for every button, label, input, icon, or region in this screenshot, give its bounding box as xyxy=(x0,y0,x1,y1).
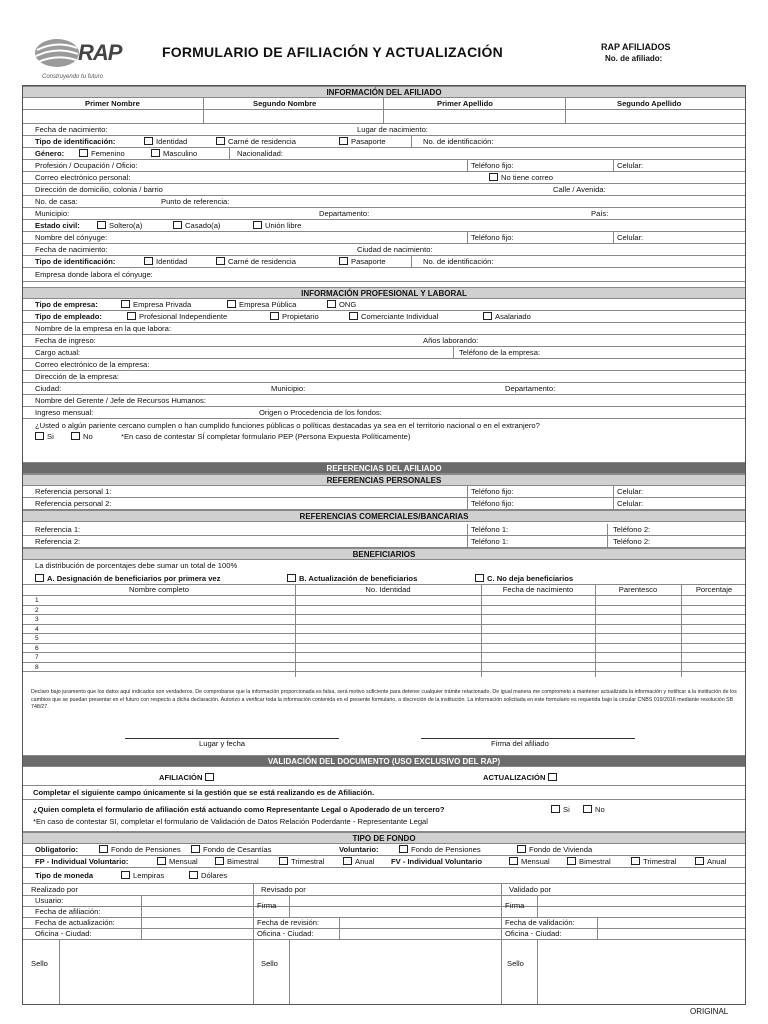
page-title: FORMULARIO DE AFILIACIÓN Y ACTUALIZACIÓN xyxy=(162,44,503,60)
checkbox[interactable] xyxy=(349,312,358,320)
benef-col-nombre: Nombre completo xyxy=(129,585,189,594)
benef-col-porcentaje: Porcentaje xyxy=(695,585,733,594)
table-row[interactable] xyxy=(23,663,745,673)
col-segundo-nombre: Segundo Nombre xyxy=(253,99,317,108)
opt-vol-pensiones[interactable]: Fondo de Pensiones xyxy=(399,844,481,856)
opt-fp-mensual[interactable]: Mensual xyxy=(157,856,198,868)
row-number: 5 xyxy=(35,635,39,642)
checkbox[interactable] xyxy=(99,845,108,853)
checkbox[interactable] xyxy=(189,871,198,879)
opt-identidad[interactable]: Identidad xyxy=(144,136,187,148)
tel-empresa-label: Teléfono de la empresa: xyxy=(459,348,541,357)
row-nombre-empresa[interactable] xyxy=(23,323,745,335)
row-number: 1 xyxy=(35,597,39,604)
row-tipo-empresa xyxy=(23,299,745,311)
checkbox[interactable] xyxy=(339,257,348,265)
firma-validado-label: Firma xyxy=(505,901,525,910)
empresa-conyuge-label: Empresa donde labora el cónyuge: xyxy=(35,270,153,279)
punto-ref-label: Punto de referencia: xyxy=(161,197,230,206)
firma-afiliado-label: Firma del afiliado xyxy=(491,739,549,748)
completar-note: Completar el siguiente campo únicamente si la gestión que se está realizando es de Afiliación. xyxy=(33,788,375,797)
table-row[interactable] xyxy=(23,606,745,616)
row-genero xyxy=(23,148,745,160)
ref2-tel1: Teléfono 1: xyxy=(471,537,509,546)
revisado-label: Revisado por xyxy=(261,885,306,894)
fecha-afiliacion-label: Fecha de afiliación: xyxy=(35,907,101,916)
opt-no-correo[interactable]: No tiene correo xyxy=(489,172,553,184)
opt-benef-c[interactable]: C. No deja beneficiarios xyxy=(475,573,573,585)
name-input-row[interactable] xyxy=(23,110,745,124)
origen-label: Origen o Procedencia de los fondos: xyxy=(259,408,382,417)
row-gerente[interactable] xyxy=(23,395,745,407)
tipo-id-conyuge-label: Tipo de identificación: xyxy=(35,257,116,266)
row-benef-options xyxy=(23,573,745,585)
original-label: ORIGINAL xyxy=(690,1007,729,1016)
opt-comerciante[interactable]: Comerciante Individual xyxy=(349,311,438,323)
opt-carne-conyuge[interactable]: Carné de residencia xyxy=(216,256,296,268)
logo-tagline: Construyendo tu futuro xyxy=(42,74,104,80)
no-id-conyuge-label: No. de identificación: xyxy=(423,257,494,266)
tel-fijo-label: Teléfono fijo: xyxy=(471,161,514,170)
opt-actualizacion[interactable]: ACTUALIZACIÓN xyxy=(483,772,560,784)
tipo-empleado-label: Tipo de empleado: xyxy=(35,312,102,321)
checkbox[interactable] xyxy=(509,857,518,865)
fecha-nac-label: Fecha de nacimiento: xyxy=(35,125,108,134)
sello-revisado-label: Sello xyxy=(261,959,278,968)
row-cargo[interactable] xyxy=(23,347,745,359)
checkbox[interactable] xyxy=(144,257,153,265)
row-number: 6 xyxy=(35,644,39,652)
conyuge-label: Nombre del cónyuge: xyxy=(35,233,108,242)
checkbox[interactable] xyxy=(121,871,130,879)
row-fecha-nac-conyuge[interactable] xyxy=(23,244,745,256)
benef-col-parentesco: Parentesco xyxy=(618,585,658,594)
ciudad-label: Ciudad: xyxy=(35,384,62,393)
correo-label: Correo electrónico personal: xyxy=(35,173,131,182)
row-ciudad[interactable] xyxy=(23,383,745,395)
opt-identidad-conyuge[interactable]: Identidad xyxy=(144,256,187,268)
checkbox[interactable] xyxy=(157,857,166,865)
checkbox[interactable] xyxy=(97,221,106,229)
checkbox[interactable] xyxy=(327,300,336,308)
ref1-tel1: Teléfono 1: xyxy=(471,525,509,534)
sello-realizado-label: Sello xyxy=(31,959,48,968)
opt-soltero[interactable]: Soltero(a) xyxy=(97,220,142,232)
checkbox[interactable] xyxy=(343,857,352,865)
celular-conyuge-label: Celular: xyxy=(617,233,644,242)
checkbox[interactable] xyxy=(475,574,484,582)
estado-civil-label: Estado civil: xyxy=(35,221,80,230)
ref1-label: Referencia 1: xyxy=(35,525,81,534)
row-moneda xyxy=(23,868,745,884)
checkbox[interactable] xyxy=(279,857,288,865)
row-number: 7 xyxy=(35,654,39,661)
row-ref-p1[interactable] xyxy=(23,486,745,498)
row-completar-note xyxy=(23,786,745,800)
checkbox[interactable] xyxy=(173,221,182,229)
checkbox[interactable] xyxy=(287,574,296,582)
row-representante xyxy=(23,800,745,832)
opt-union-libre[interactable]: Unión libre xyxy=(253,220,301,232)
opt-fv-bimestral[interactable]: Bimestral xyxy=(567,856,611,868)
section-info-laboral: INFORMACIÓN PROFESIONAL Y LABORAL xyxy=(23,287,745,299)
checkbox[interactable] xyxy=(551,805,560,813)
logo-text: RAP xyxy=(78,40,122,65)
realizado-label: Realizado por xyxy=(31,885,78,894)
table-row[interactable] xyxy=(23,625,745,635)
gerente-label: Nombre del Gerente / Jefe de Recursos Humanos: xyxy=(35,396,206,405)
checkbox[interactable] xyxy=(35,432,44,440)
row-afil-act xyxy=(23,770,745,786)
table-row[interactable] xyxy=(23,615,745,625)
checkbox[interactable] xyxy=(695,857,704,865)
row-oficinas[interactable] xyxy=(23,929,745,940)
checkbox[interactable] xyxy=(144,137,153,145)
pep-note: *En caso de contestar SÍ completar formulario PEP (Persona Expuesta Políticamente) xyxy=(121,432,411,441)
opt-benef-a[interactable]: A. Designación de beneficiarios por primera vez xyxy=(35,573,220,585)
row-ref-1[interactable] xyxy=(23,524,745,536)
no-casa-label: No. de casa: xyxy=(35,197,78,206)
row-fechas[interactable] xyxy=(23,918,745,929)
correo-empresa-label: Correo electrónico de la empresa: xyxy=(35,360,150,369)
fecha-nac-conyuge-label: Fecha de nacimiento: xyxy=(35,245,108,254)
opt-femenino[interactable]: Femenino xyxy=(79,148,125,160)
opt-rep-no[interactable]: No xyxy=(583,804,605,816)
validado-label: Validado por xyxy=(509,885,552,894)
declaration-text: Declaro bajo juramento que los datos aquí indicados son verdaderos. De comprobarse que la información proporcionada es falsa, será motivo suficiente para detener cualquier trámite relacionado. De igual manera me comprometo a mantener actualizada la información y notificar a la institución de los cambios que se puedan presentar en el futuro con respecto a dicha declaración. Autorizo a verificar toda la información contenida en el presente formulario, a discreción de la institución. La información solicitada en este formulario es requerida bajo la circular CNBS 019/2016 mediante resolución SB 748/27. xyxy=(31,689,737,710)
row-fecha-afiliacion[interactable] xyxy=(23,907,745,918)
fecha-validacion-label: Fecha de validación: xyxy=(505,918,575,927)
ref2-tel2: Teléfono 2: xyxy=(613,537,651,546)
pep-question: ¿Usted o algún pariente cercano cumplen o han cumplido funciones públicas o políticas destacadas ya sea en el territorio nacional o en el extranjero? xyxy=(35,421,540,430)
nacionalidad-label: Nacionalidad: xyxy=(237,149,284,158)
row-usuario[interactable] xyxy=(23,896,745,907)
departamento-empresa-label: Departamento: xyxy=(505,384,556,393)
checkbox[interactable] xyxy=(127,312,136,320)
row-ingreso[interactable] xyxy=(23,407,745,419)
row-profesion[interactable] xyxy=(23,160,745,172)
fecha-ingreso-label: Fecha de ingreso: xyxy=(35,336,96,345)
ref2-label: Referencia 2: xyxy=(35,537,81,546)
tel-fijo-conyuge-label: Teléfono fijo: xyxy=(471,233,514,242)
row-conyuge[interactable] xyxy=(23,232,745,244)
col-primer-apellido: Primer Apellido xyxy=(437,99,493,108)
opt-lempiras[interactable]: Lempiras xyxy=(121,870,164,882)
row-number: 8 xyxy=(35,663,39,671)
checkbox[interactable] xyxy=(227,300,236,308)
cargo-label: Cargo actual: xyxy=(35,348,81,357)
checkbox[interactable] xyxy=(253,221,262,229)
name-header-row xyxy=(23,98,745,110)
row-correo-empresa[interactable] xyxy=(23,359,745,371)
checkbox[interactable] xyxy=(517,845,526,853)
checkbox[interactable] xyxy=(567,857,576,865)
row-dir-empresa[interactable] xyxy=(23,371,745,383)
opt-fv-trimestral[interactable]: Trimestral xyxy=(631,856,676,868)
checkbox[interactable] xyxy=(339,137,348,145)
calle-label: Calle / Avenida: xyxy=(553,185,606,194)
checkbox[interactable] xyxy=(205,773,214,781)
voluntario-label: Voluntario: xyxy=(339,845,379,854)
opt-pasaporte[interactable]: Pasaporte xyxy=(339,136,386,148)
firma-revisado-label: Firma xyxy=(257,901,277,910)
nombre-empresa-label: Nombre de la empresa en la que labora: xyxy=(35,324,171,333)
checkbox[interactable] xyxy=(215,857,224,865)
table-row[interactable] xyxy=(23,596,745,606)
usuario-label: Usuario: xyxy=(35,896,64,905)
opt-empresa-publica[interactable]: Empresa Pública xyxy=(227,299,296,311)
rap-afiliados-label: RAP AFILIADOS xyxy=(601,42,671,52)
row-municipio[interactable] xyxy=(23,208,745,220)
ref-p2-label: Referencia personal 2: xyxy=(35,499,112,508)
tipo-empresa-label: Tipo de empresa: xyxy=(35,300,98,309)
opt-empresa-privada[interactable]: Empresa Privada xyxy=(121,299,191,311)
row-fecha-ingreso[interactable] xyxy=(23,335,745,347)
opt-pep-no[interactable]: No xyxy=(71,431,93,443)
ref-p1-label: Referencia personal 1: xyxy=(35,487,112,496)
ref1-tel2: Teléfono 2: xyxy=(613,525,651,534)
checkbox[interactable] xyxy=(548,773,557,781)
opt-obl-cesantias[interactable]: Fondo de Cesantías xyxy=(191,844,271,856)
opt-masculino[interactable]: Masculino xyxy=(151,148,197,160)
section-ref-comerciales: REFERENCIAS COMERCIALES/BANCARIAS xyxy=(23,510,745,522)
row-estado-civil xyxy=(23,220,745,232)
form-body xyxy=(22,85,746,1005)
fv-label: FV - Individual Voluntario xyxy=(391,857,482,866)
direccion-label: Dirección de domicilio, colonia / barrio xyxy=(35,185,163,194)
col-primer-nombre: Primer Nombre xyxy=(85,99,140,108)
pais-label: País: xyxy=(591,209,609,218)
municipio-empresa-label: Municipio: xyxy=(271,384,306,393)
benef-col-fecha: Fecha de nacimiento xyxy=(502,585,574,594)
row-benef-note xyxy=(23,560,745,572)
row-tipo-id xyxy=(23,136,745,148)
section-tipo-fondo: TIPO DE FONDO xyxy=(23,832,745,844)
opt-pep-si[interactable]: Si xyxy=(35,431,54,443)
opt-asalariado[interactable]: Asalariado xyxy=(483,311,531,323)
row-ref-p2[interactable] xyxy=(23,498,745,510)
checkbox[interactable] xyxy=(35,574,44,582)
lugar-nac-label: Lugar de nacimiento: xyxy=(357,125,428,134)
opt-dolares[interactable]: Dólares xyxy=(189,870,227,882)
opt-vol-vivienda[interactable]: Fondo de Vivienda xyxy=(517,844,592,856)
ref-p1-cel: Celular: xyxy=(617,487,644,496)
opt-propietario[interactable]: Propietario xyxy=(270,311,319,323)
opt-profesional-independiente[interactable]: Profesional Independiente xyxy=(127,311,227,323)
signoff-header-row xyxy=(23,884,745,896)
rep-question: ¿Quien completa el formulario de afiliación está actuando como Representante Legal o Apoderado de un tercero? xyxy=(33,805,445,814)
row-fp-fv xyxy=(23,856,745,868)
opt-fp-anual[interactable]: Anual xyxy=(343,856,374,868)
table-row[interactable] xyxy=(23,634,745,644)
opt-fv-anual[interactable]: Anual xyxy=(695,856,726,868)
checkbox[interactable] xyxy=(151,149,160,157)
opt-benef-b[interactable]: B. Actualización de beneficiarios xyxy=(287,573,417,585)
rap-logo xyxy=(32,36,142,80)
table-row[interactable] xyxy=(23,653,745,663)
row-obligatorio xyxy=(23,844,745,856)
checkbox[interactable] xyxy=(121,300,130,308)
opt-pasaporte-conyuge[interactable]: Pasaporte xyxy=(339,256,386,268)
opt-ong[interactable]: ONG xyxy=(327,299,356,311)
dir-empresa-label: Dirección de la empresa: xyxy=(35,372,119,381)
sello-validado-label: Sello xyxy=(507,959,524,968)
row-correo[interactable] xyxy=(23,172,745,184)
celular-label: Celular: xyxy=(617,161,644,170)
table-row[interactable] xyxy=(23,644,745,654)
obligatorio-label: Obligatorio: xyxy=(35,845,79,854)
row-tipo-id-conyuge xyxy=(23,256,745,268)
rep-note: *En caso de contestar SI, completar el formulario de Validación de Datos Relación Poderdante - Representante Legal xyxy=(33,817,428,826)
municipio-label: Municipio: xyxy=(35,209,70,218)
section-ref-personales: REFERENCIAS PERSONALES xyxy=(23,474,745,486)
fecha-revision-label: Fecha de revisión: xyxy=(257,918,320,927)
row-fecha-nac[interactable] xyxy=(23,124,745,136)
departamento-label: Departamento: xyxy=(319,209,370,218)
opt-fp-trimestral[interactable]: Trimestral xyxy=(279,856,324,868)
section-validacion: VALIDACIÓN DEL DOCUMENTO (USO EXCLUSIVO DEL RAP) xyxy=(23,755,745,767)
ref-p1-tel: Teléfono fijo: xyxy=(471,487,514,496)
row-ref-2[interactable] xyxy=(23,536,745,548)
fecha-actualizacion-label: Fecha de actualización: xyxy=(35,918,115,927)
profesion-label: Profesión / Ocupación / Oficio: xyxy=(35,161,138,170)
tipo-id-label: Tipo de identificación: xyxy=(35,137,116,146)
oficina-revisado-label: Oficina - Ciudad: xyxy=(257,929,314,938)
form-header xyxy=(22,28,746,86)
lugar-fecha-label: Lugar y fecha xyxy=(199,739,246,748)
row-empresa-conyuge[interactable] xyxy=(23,268,745,282)
checkbox[interactable] xyxy=(191,845,200,853)
benef-table-header xyxy=(23,585,745,596)
logo-globe-icon xyxy=(32,36,82,70)
ref-p2-tel: Teléfono fijo: xyxy=(471,499,514,508)
opt-obl-pensiones[interactable]: Fondo de Pensiones xyxy=(99,844,181,856)
checkbox[interactable] xyxy=(216,257,225,265)
ref-p2-cel: Celular: xyxy=(617,499,644,508)
row-casa[interactable] xyxy=(23,196,745,208)
col-segundo-apellido: Segundo Apellido xyxy=(617,99,682,108)
checkbox[interactable] xyxy=(216,137,225,145)
checkbox[interactable] xyxy=(399,845,408,853)
opt-fv-mensual[interactable]: Mensual xyxy=(509,856,550,868)
benef-note: La distribución de porcentajes debe sumar un total de 100% xyxy=(35,561,238,570)
row-direccion[interactable] xyxy=(23,184,745,196)
row-pep xyxy=(23,419,745,443)
opt-fp-bimestral[interactable]: Bimestral xyxy=(215,856,259,868)
row-number: 3 xyxy=(35,616,39,623)
checkbox[interactable] xyxy=(79,149,88,157)
section-info-afiliado: INFORMACIÓN DEL AFILIADO xyxy=(23,86,745,98)
row-tipo-empleado xyxy=(23,311,745,323)
row-number: 4 xyxy=(35,625,39,633)
opt-casado[interactable]: Casado(a) xyxy=(173,220,220,232)
benef-col-identidad: No. Identidad xyxy=(365,585,411,594)
checkbox[interactable] xyxy=(583,805,592,813)
no-afiliado-label: No. de afiliado: xyxy=(605,54,663,63)
ciudad-nac-label: Ciudad de nacimiento: xyxy=(357,245,433,254)
section-referencias: REFERENCIAS DEL AFILIADO xyxy=(23,462,745,474)
row-number: 2 xyxy=(35,606,39,614)
moneda-label: Tipo de moneda xyxy=(35,871,94,880)
opt-rep-si[interactable]: Si xyxy=(551,804,570,816)
checkbox[interactable] xyxy=(71,432,80,440)
anos-label: Años laborando: xyxy=(423,336,479,345)
oficina-validado-label: Oficina - Ciudad: xyxy=(505,929,562,938)
opt-carne[interactable]: Carné de residencia xyxy=(216,136,296,148)
fp-label: FP - Individual Voluntario: xyxy=(35,857,129,866)
checkbox[interactable] xyxy=(483,312,492,320)
no-id-label: No. de identificación: xyxy=(423,137,494,146)
genero-label: Género: xyxy=(35,149,65,158)
checkbox[interactable] xyxy=(631,857,640,865)
opt-afiliacion[interactable]: AFILIACIÓN xyxy=(159,772,217,784)
checkbox[interactable] xyxy=(489,173,498,181)
checkbox[interactable] xyxy=(270,312,279,320)
oficina-realizado-label: Oficina - Ciudad: xyxy=(35,929,92,938)
section-beneficiarios: BENEFICIARIOS xyxy=(23,548,745,560)
ingreso-label: Ingreso mensual: xyxy=(35,408,94,417)
